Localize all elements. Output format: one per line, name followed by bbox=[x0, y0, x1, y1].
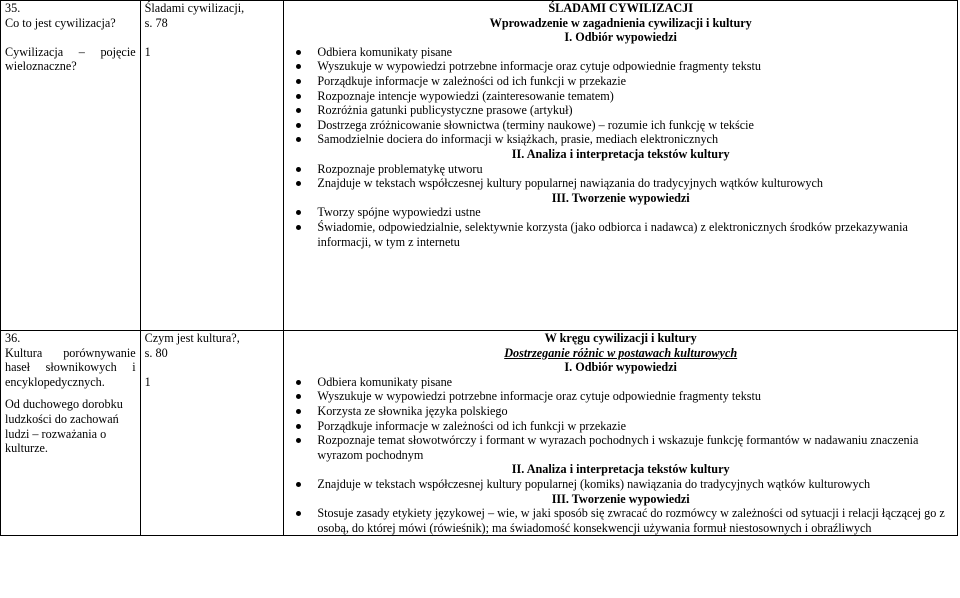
lesson-topic-cell bbox=[1, 331, 141, 536]
table-row bbox=[1, 1, 958, 331]
list-item: Rozpoznaje temat słowotwórczy i formant w wyrazach pochodnych i wskazuje funkcję formantów w nadawaniu znaczenia wyrazom pochodnym bbox=[317, 433, 953, 462]
textbook-reference-cell bbox=[140, 331, 284, 536]
list-item: Znajduje w tekstach współczesnej kultury popularnej (komiks) nawiązania do tradycyjnych wątków kulturowych bbox=[317, 477, 953, 492]
list-item: Rozpoznaje problematykę utworu bbox=[317, 162, 953, 177]
lesson-topic-cell bbox=[1, 1, 141, 331]
lesson-question: Kultura porównywanie haseł słownikowych i encyklopedycznych. bbox=[5, 345, 136, 389]
list-item: Dostrzega zróżnicowanie słownictwa (terminy naukowe) – rozumie ich funkcję w tekście bbox=[317, 118, 953, 133]
table-row bbox=[1, 331, 958, 536]
subsection-heading: II. Analiza i interpretacja tekstów kultury bbox=[511, 462, 730, 477]
lesson-topic: Cywilizacja – pojęcie wieloznaczne? bbox=[5, 44, 136, 74]
subsection-heading: III. Tworzenie wypowiedzi bbox=[551, 491, 690, 506]
section-subtitle: Wprowadzenie w zagadnienia cywilizacji i kultury bbox=[489, 15, 752, 30]
list-item: Stosuje zasady etykiety językowej – wie, w jaki sposób się zwracać do rozmówcy w zależności od sytuacji i relacji łączącej go z osobą, do której mówi (rówieśnik); ma świadomość konsekwencji używania formuł niestosownych i obraźliwych bbox=[317, 506, 953, 535]
subsection-heading: I. Odbiór wypowiedzi bbox=[564, 30, 677, 45]
lesson-number: 35. bbox=[5, 1, 21, 15]
textbook-page: s. 78 bbox=[144, 15, 168, 30]
subsection-heading: I. Odbiór wypowiedzi bbox=[564, 360, 677, 375]
list-item: Rozróżnia gatunki publicystyczne prasowe (artykuł) bbox=[317, 103, 953, 118]
list-item: Korzysta ze słownika języka polskiego bbox=[317, 404, 953, 419]
list-item: Porządkuje informacje w zależności od ich funkcji w przekazie bbox=[317, 74, 953, 89]
list-item: Porządkuje informacje w zależności od ich funkcji w przekazie bbox=[317, 419, 953, 434]
lesson-number: 36. bbox=[5, 331, 21, 345]
requirement-list bbox=[288, 477, 953, 492]
list-item: Wyszukuje w wypowiedzi potrzebne informacje oraz cytuje odpowiednie fragmenty tekstu bbox=[317, 389, 953, 404]
hours-count: 1 bbox=[144, 44, 151, 59]
section-subtitle: Dostrzeganie różnic w postawach kulturowych bbox=[504, 345, 738, 360]
list-item: Świadomie, odpowiedzialnie, selektywnie korzysta (jako odbiorca i nadawca) z elektronicznych środków przekazywania informacji, w tym z internetu bbox=[317, 220, 953, 249]
section-title: W kręgu cywilizacji i kultury bbox=[544, 331, 697, 345]
list-item: Odbiera komunikaty pisane bbox=[317, 45, 953, 60]
list-item: Rozpoznaje intencje wypowiedzi (zainteresowanie tematem) bbox=[317, 89, 953, 104]
requirements-cell bbox=[284, 331, 958, 536]
requirement-list bbox=[288, 375, 953, 463]
requirement-list bbox=[288, 506, 953, 535]
requirements-cell bbox=[284, 1, 958, 331]
subsection-heading: II. Analiza i interpretacja tekstów kultury bbox=[511, 146, 730, 161]
list-item: Odbiera komunikaty pisane bbox=[317, 375, 953, 390]
section-title: ŚLADAMI CYWILIZACJI bbox=[548, 1, 693, 15]
list-item: Tworzy spójne wypowiedzi ustne bbox=[317, 205, 953, 220]
list-item: Znajduje w tekstach współczesnej kultury popularnej nawiązania do tradycyjnych wątków kulturowych bbox=[317, 176, 953, 191]
lesson-question: Co to jest cywilizacja? bbox=[5, 15, 116, 30]
textbook-title: Czym jest kultura?, bbox=[144, 331, 240, 345]
list-item: Samodzielnie dociera do informacji w książkach, prasie, mediach elektronicznych bbox=[317, 132, 953, 147]
textbook-title: Śladami cywilizacji, bbox=[144, 1, 245, 15]
textbook-reference-cell bbox=[140, 1, 284, 331]
subsection-heading: III. Tworzenie wypowiedzi bbox=[551, 190, 690, 205]
requirement-list bbox=[288, 45, 953, 147]
textbook-page: s. 80 bbox=[144, 345, 168, 360]
hours-count: 1 bbox=[144, 374, 151, 389]
list-item: Wyszukuje w wypowiedzi potrzebne informacje oraz cytuje odpowiednie fragmenty tekstu bbox=[317, 59, 953, 74]
requirement-list bbox=[288, 162, 953, 191]
requirement-list bbox=[288, 205, 953, 249]
lesson-topic: Od duchowego dorobku ludzkości do zachowań ludzi – rozważania o kulturze. bbox=[5, 397, 123, 456]
